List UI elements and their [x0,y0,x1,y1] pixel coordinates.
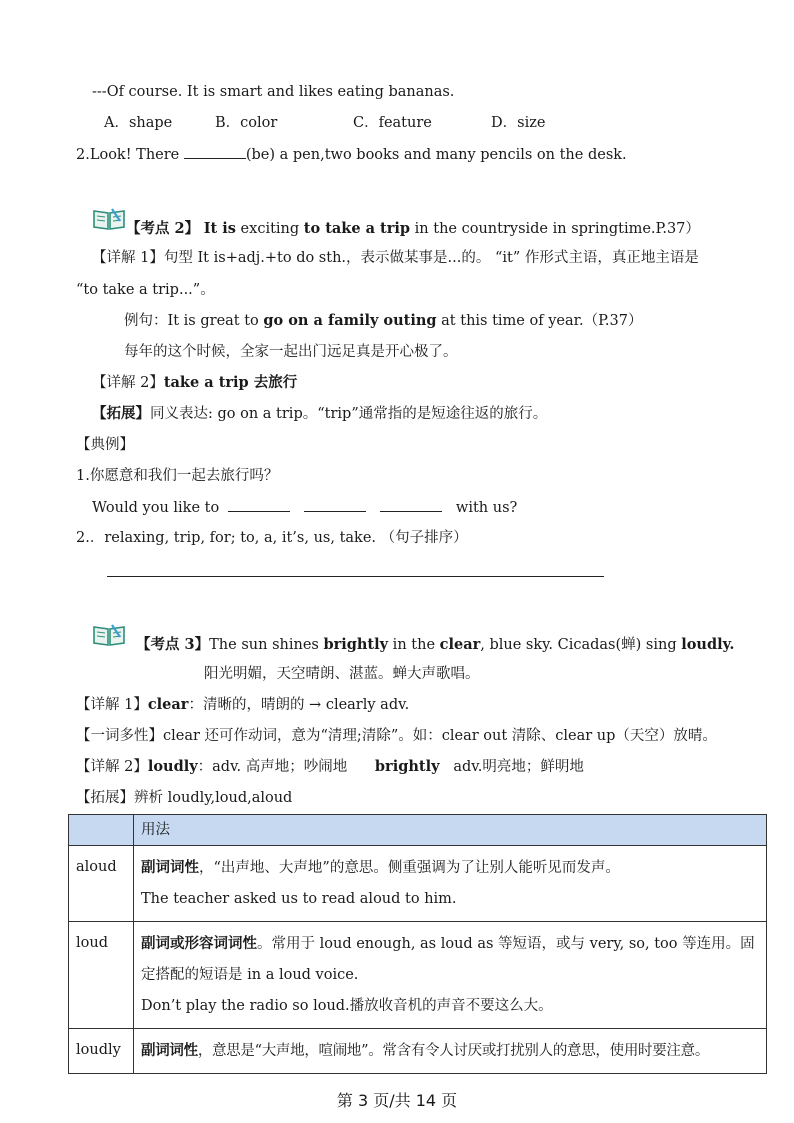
table-cell-usage [134,922,767,1029]
point2-example-1-en [92,497,517,518]
usage-example: The teacher asked us to read aloud to him. [141,891,457,907]
point3-multi-label: 【一词多性】 [76,728,163,744]
point3-detail-2-text: ：adv. 高声地；吵闹地 [197,759,348,775]
usage-text: 。常用于 loud enough, as loud as 等短语，或与 very, so, too 等连用。固定搭配的短语是 in a loud voice. [141,936,755,983]
usage-bold: 副词词性 [141,859,199,876]
blank-2[interactable] [304,497,366,512]
q2-prefix: 2.Look! There [76,147,184,163]
point2-detail-1-label: 【详解 1】 [92,250,164,266]
point3-detail-1-label: 【详解 1】 [76,697,148,713]
book-icon [92,623,126,647]
usage-example: Don’t play the radio so loud.播放收音机的声音不要这么大。 [141,998,553,1014]
point2-text-1: exciting [235,221,304,237]
table-cell-usage [134,1029,767,1074]
point2-example-1-prefix: Would you like to [92,500,224,516]
point2-typical-label: 【典例】 [76,437,134,453]
point2-text-2: in the countryside in springtime.P.37） [410,221,700,237]
point3-label: 【考点 3】 [136,636,210,653]
point3-detail-1 [76,695,409,715]
table-cell-word: aloud [69,846,134,922]
point2-example-c: at this time of year.（P.37） [436,313,643,329]
table-row [69,922,767,1029]
q2-suffix: (be) a pen,two books and many pencils on the desk. [245,147,627,163]
point2-detail-1-text: 句型 It is+adj.+to do sth.，表示做某事是...的。 “it” 作形式主语，真正地主语是 [163,250,699,266]
point3-detail-2-word: loudly [147,758,198,775]
point2-detail-2 [92,373,297,393]
table-cell-usage [134,846,767,922]
point3-multi [76,726,717,746]
book-icon [92,207,126,231]
point3-bold-loudly: loudly. [681,636,735,653]
point3-bold-brightly: brightly [323,636,389,653]
q2-line [76,144,627,165]
point2-title [126,219,700,239]
q1-option-a: A．shape [104,115,173,131]
point3-text-3: , blue sky. Cicadas(蝉) sing [480,637,682,653]
q1-answer-line: ---Of course. It is smart and likes eating bananas. [92,84,455,100]
point3-detail-2 [76,757,584,777]
point2-bold-it-is: It is [203,220,236,237]
point2-extension-text: 同义表达: go on a trip。“trip”通常指的是短途往返的旅行。 [150,406,548,422]
point2-detail-1-cont: “to take a trip...”。 [76,282,215,298]
point3-text-1: The sun shines [209,637,324,653]
table-header-row [69,815,767,846]
q2-blank[interactable] [184,144,246,159]
point3-extension-label: 【拓展】 [76,790,134,806]
point3-title [136,635,734,655]
answer-line[interactable] [107,576,604,577]
table-row [69,1029,767,1074]
point2-detail-1 [92,248,699,268]
point2-extension [92,404,547,424]
table-header-usage: 用法 [134,815,767,846]
usage-text: ，意思是“大声地，喧闹地”。常含有令人讨厌或打扰别人的意思，使用时要注意。 [197,1043,710,1059]
point3-detail-1-word: clear [147,696,189,713]
point2-label: 【考点 2】 [126,220,200,237]
point3-extension [76,788,292,808]
point2-example-cn: 每年的这个时候，全家一起出门远足真是开心极了。 [124,344,458,360]
blank-3[interactable] [380,497,442,512]
usage-bold: 副词词性 [141,1042,198,1059]
point3-detail-2-label: 【详解 2】 [76,759,148,775]
table-row [69,846,767,922]
point2-example [124,311,642,331]
q1-option-c: C．feature [353,115,432,131]
point2-example-2: 2.．relaxing, trip, for; to, a, it’s, us, take. （句子排序） [76,530,468,546]
point3-detail-2-text2: adv.明亮地；鲜明地 [453,759,584,775]
table-cell-word: loud [69,922,134,1029]
point3-cn: 阳光明媚，天空晴朗、湛蓝。蝉大声歌唱。 [204,666,480,682]
point3-extension-text: 辨析 loudly,loud,aloud [134,790,293,806]
blank-1[interactable] [228,497,290,512]
q1-option-d: D．size [491,115,546,131]
point3-detail-2-word2: brightly [374,758,440,775]
usage-bold: 副词或形容词词性 [141,935,257,952]
point2-example-1-suffix: with us? [455,500,518,516]
point2-example-bold: go on a family outing [263,312,437,329]
point2-extension-label: 【拓展】 [92,405,150,422]
point3-detail-1-text: ：清晰的，晴朗的 → clearly adv. [188,697,410,713]
point3-text-2: in the [388,637,440,653]
point2-example-a: 例句：It is great to [124,313,264,329]
table-cell-word: loudly [69,1029,134,1074]
point3-bold-clear: clear [439,636,481,653]
usage-table [68,814,767,1074]
table-header-empty [69,815,134,846]
usage-text: ，“出声地、大声地”的意思。侧重强调为了让别人能听见而发声。 [199,860,620,876]
point2-detail-2-label: 【详解 2】 [92,375,164,391]
point3-multi-text: clear 还可作动词，意为“清理;清除”。如：clear out 清除、clear up（天空）放晴。 [163,728,717,744]
point2-detail-2-text: take a trip 去旅行 [163,374,298,391]
point2-bold-take-a-trip: to take a trip [303,220,411,237]
point2-example-1: 1.你愿意和我们一起去旅行吗？ [76,468,279,484]
page-footer: 第 3 页/共 14 页 [336,1091,458,1110]
q1-option-b: B．color [215,115,278,131]
